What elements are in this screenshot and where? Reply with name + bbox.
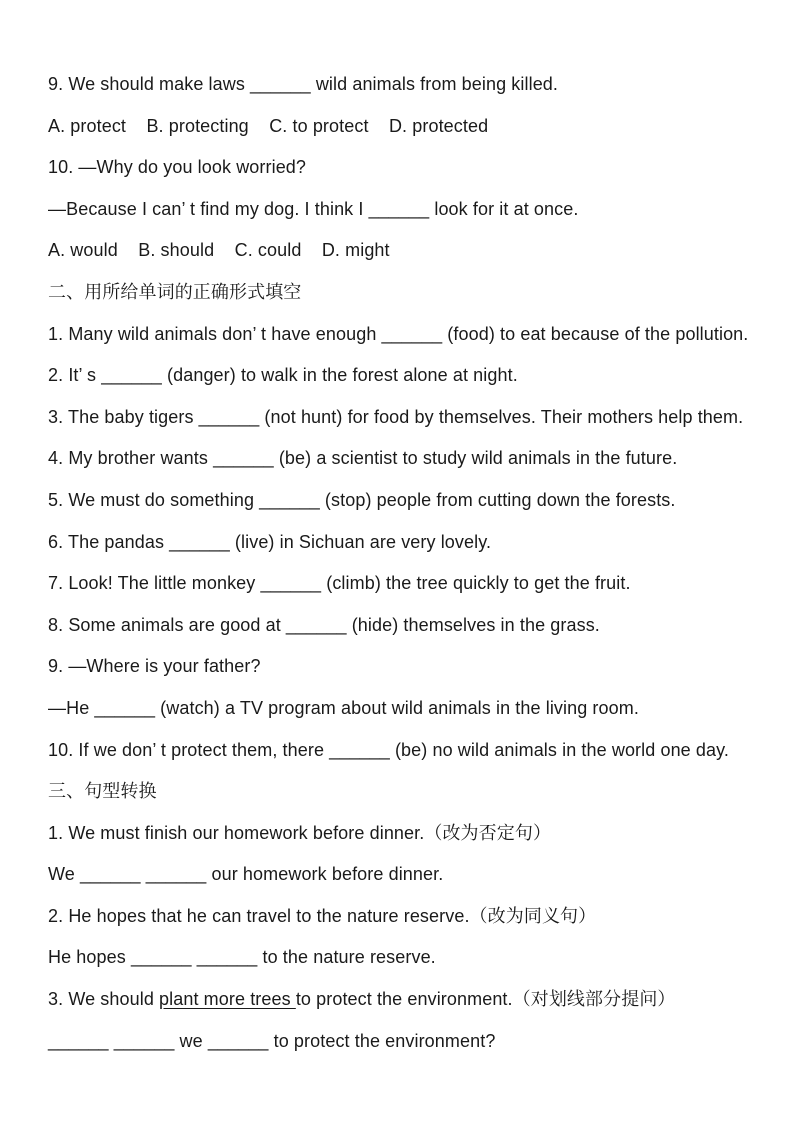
mc-q10-reply: —Because I can’ t find my dog. I think I ______ look for it at once.: [48, 198, 579, 219]
fill-blank-item-5: 5. We must do something ______ (stop) people from cutting down the forests.: [48, 489, 676, 510]
transform-q2-answer: He hopes ______ ______ to the nature reserve.: [48, 947, 436, 968]
fill-blank-item-10: 10. If we don’ t protect them, there ______ (be) no wild animals in the world one day.: [48, 739, 729, 760]
fill-blank-item-9-question: 9. —Where is your father?: [48, 656, 261, 677]
fill-blank-item-3: 3. The baby tigers ______ (not hunt) for food by themselves. Their mothers help them.: [48, 406, 744, 427]
section-three-heading: 三、句型转换: [48, 781, 157, 802]
mc-q10-options: A. would B. should C. could D. might: [48, 240, 390, 261]
transform-q1-prompt: 1. We must finish our homework before dinner.（改为否定句）: [48, 822, 552, 843]
mc-q9-options: A. protect B. protecting C. to protect D. protected: [48, 115, 489, 136]
mc-q9-stem: 9. We should make laws ______ wild animals from being killed.: [48, 74, 559, 94]
transform-q3-underlined-phrase: plant more trees: [159, 989, 296, 1010]
fill-blank-item-7: 7. Look! The little monkey ______ (climb) the tree quickly to get the fruit.: [48, 573, 631, 594]
transform-q1-answer: We ______ ______ our homework before dinner.: [48, 864, 444, 885]
fill-blank-item-8: 8. Some animals are good at ______ (hide) themselves in the grass.: [48, 614, 600, 635]
mc-q10-stem: 10. —Why do you look worried?: [48, 157, 307, 178]
fill-blank-item-1: 1. Many wild animals don’ t have enough ______ (food) to eat because of the pollution.: [48, 323, 749, 344]
fill-blank-item-4: 4. My brother wants ______ (be) a scientist to study wild animals in the future.: [48, 448, 678, 469]
fill-blank-item-2: 2. It’ s ______ (danger) to walk in the forest alone at night.: [48, 365, 518, 386]
transform-q3-prompt: [48, 979, 757, 1021]
transform-q2-prompt: 2. He hopes that he can travel to the nature reserve.（改为同义句）: [48, 905, 597, 926]
transform-q3-prompt-suffix: to protect the environment.（对划线部分提问）: [295, 989, 676, 1010]
transform-q3-answer: ______ ______ we ______ to protect the environment?: [48, 1030, 496, 1051]
section-two-heading: 二、用所给单词的正确形式填空: [48, 281, 302, 302]
fill-blank-item-9-reply: —He ______ (watch) a TV program about wild animals in the living room.: [48, 697, 639, 718]
fill-blank-item-6: 6. The pandas ______ (live) in Sichuan are very lovely.: [48, 531, 492, 552]
transform-q3-prompt-prefix: 3. We should: [48, 989, 160, 1010]
